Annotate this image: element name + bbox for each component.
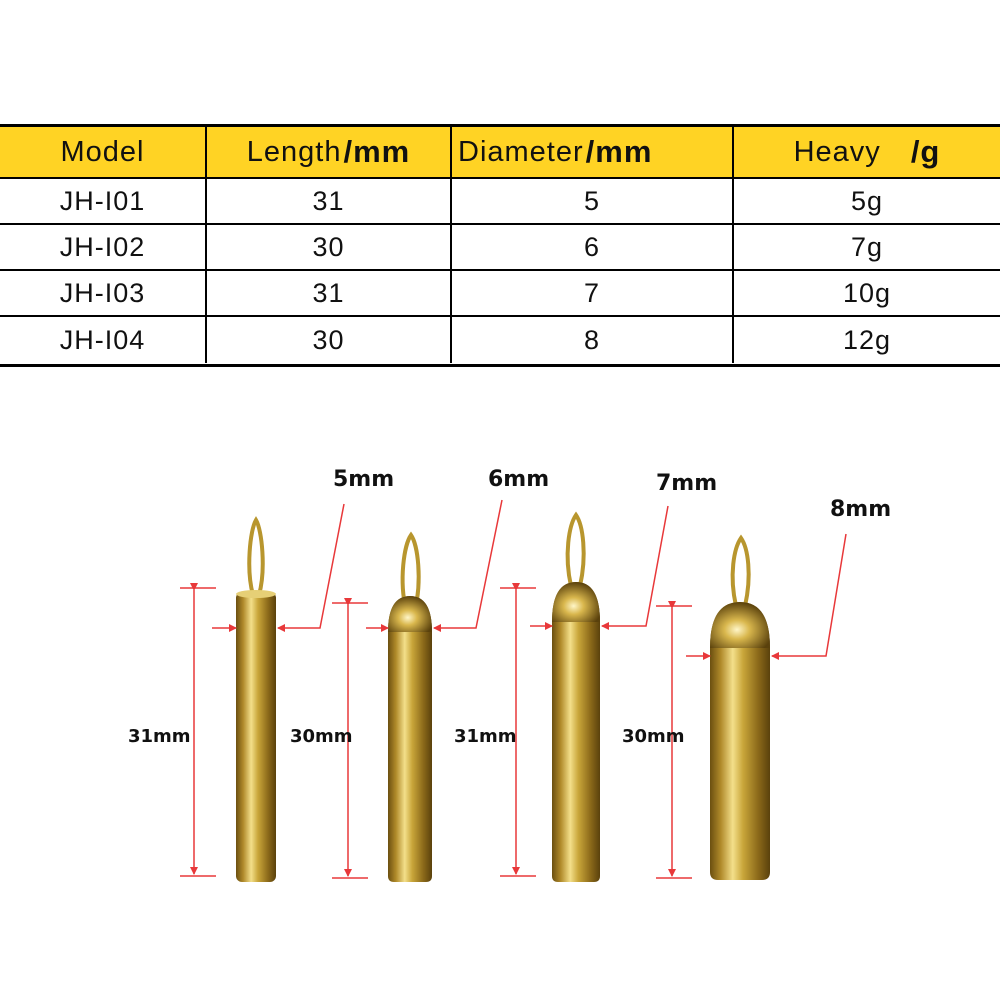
- length-label: 31mm: [454, 726, 517, 747]
- table-row: [0, 271, 1000, 317]
- header-model: [0, 127, 205, 177]
- weights-illustration: [0, 400, 1000, 1000]
- weight-jh-i04: [622, 497, 891, 880]
- cell-length: 30: [205, 225, 450, 269]
- cell-model: JH-I02: [59, 231, 146, 262]
- cell-model: JH-I04: [59, 324, 146, 355]
- table-row: [0, 317, 1000, 363]
- weight-body: [236, 592, 276, 882]
- weight-jh-i03: [454, 471, 717, 882]
- cell-length: 31: [205, 271, 450, 315]
- cell-diameter: 5: [450, 179, 732, 223]
- cell-diameter: 7: [450, 271, 732, 315]
- header-length-unit: /mm: [343, 134, 411, 169]
- eyelet-icon: [249, 520, 262, 595]
- cell-model: JH-I01: [59, 185, 146, 216]
- cell-weight: 10g: [732, 271, 1000, 315]
- eyelet-icon: [733, 538, 749, 606]
- diameter-label: 8mm: [830, 497, 892, 522]
- spec-table: [0, 124, 1000, 367]
- length-label: 30mm: [290, 726, 353, 747]
- header-weight: [732, 127, 1000, 177]
- diameter-label: 5mm: [333, 467, 395, 492]
- cell-length: 30: [205, 317, 450, 363]
- header-diameter: [450, 127, 732, 177]
- header-length: [205, 127, 450, 177]
- product-figure: [0, 400, 1000, 1000]
- eyelet-icon: [568, 515, 584, 586]
- table-header-row: [0, 127, 1000, 179]
- header-length-label: Length: [246, 135, 342, 168]
- weight-body: [388, 596, 432, 882]
- cell-model: JH-I03: [59, 277, 146, 308]
- header-weight-label: Heavy: [793, 135, 881, 168]
- cell-weight: 12g: [732, 317, 1000, 363]
- header-diameter-unit: /mm: [585, 134, 653, 169]
- header-weight-unit: /g: [910, 134, 941, 169]
- length-label: 31mm: [128, 726, 191, 747]
- diameter-label: 7mm: [656, 471, 718, 496]
- cell-weight: 7g: [732, 225, 1000, 269]
- cell-diameter: 6: [450, 225, 732, 269]
- cell-weight: 5g: [732, 179, 1000, 223]
- table-row: [0, 225, 1000, 271]
- header-diameter-label: Diameter: [458, 135, 584, 168]
- table-row: [0, 179, 1000, 225]
- diameter-label: 6mm: [488, 467, 550, 492]
- length-label: 30mm: [622, 726, 685, 747]
- cell-length: 31: [205, 179, 450, 223]
- weight-jh-i01: [128, 467, 394, 882]
- weight-body: [552, 582, 600, 882]
- header-model-label: Model: [60, 135, 145, 168]
- weight-jh-i02: [290, 467, 549, 882]
- cell-diameter: 8: [450, 317, 732, 363]
